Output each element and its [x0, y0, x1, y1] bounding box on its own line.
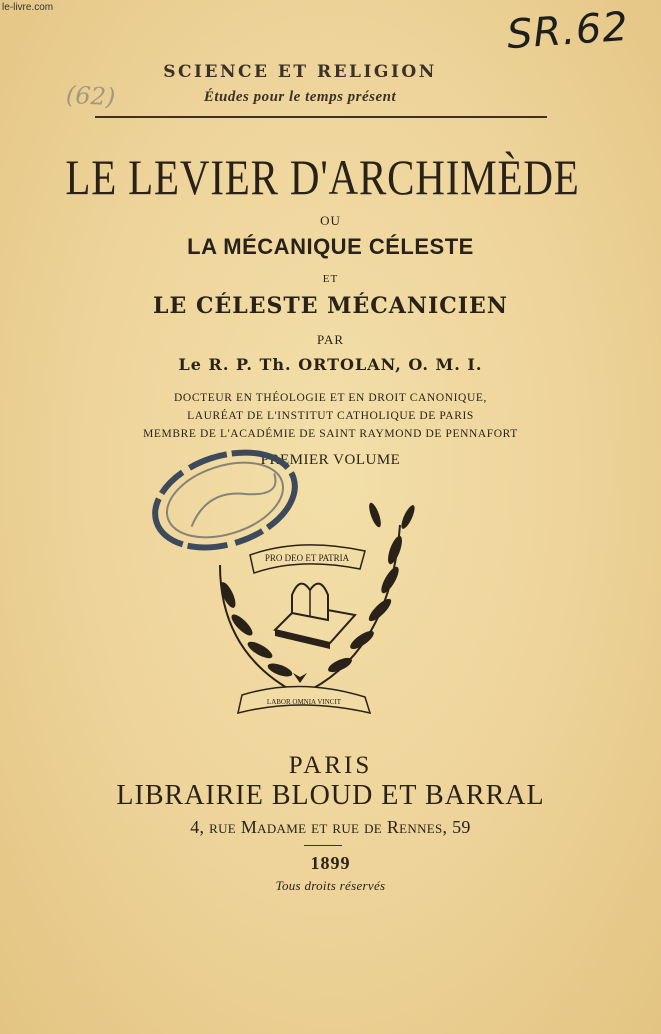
book-title: LE LEVIER D'ARCHIMÈDE: [65, 149, 580, 205]
imprint-year: 1899: [310, 853, 351, 873]
connector-ou: OU: [320, 213, 341, 228]
series-subtitle: Études pour le temps présent: [203, 89, 397, 105]
header-rule: [95, 116, 547, 118]
banner-ribbon: [250, 545, 365, 573]
by-line: PAR: [316, 332, 345, 347]
series-title: SCIENCE ET RELIGION: [163, 62, 437, 82]
subtitle-mecanique-celeste: LA MÉCANIQUE CÉLESTE: [187, 234, 474, 259]
publisher-emblem: [150, 445, 450, 735]
imprint-address: 4, rue Madame et rue de Rennes, 59: [190, 817, 471, 837]
subtitle-celeste-mecanicien: LE CÉLESTE MÉCANICIEN: [153, 293, 508, 319]
divider: [304, 845, 342, 846]
connector-et: ET: [322, 273, 339, 285]
author-credential: MEMBRE DE L'ACADÉMIE DE SAINT RAYMOND DE PENNAFORT: [143, 428, 518, 440]
pencil-annotation: (62): [65, 80, 116, 112]
author-name: Le R. P. Th. ORTOLAN, O. M. I.: [178, 355, 483, 374]
volume-label: PREMIER VOLUME: [260, 452, 401, 468]
open-book-icon: [275, 584, 355, 649]
imprint-city: PARIS: [288, 752, 373, 779]
author-credential: LAURÉAT DE L'INSTITUT CATHOLIQUE DE PARIS: [187, 410, 474, 422]
watermark: le-livre.com: [2, 2, 54, 13]
banner-text: PRO DEO ET PATRIA: [264, 553, 350, 563]
motto-text: LABOR OMNIA VINCIT: [266, 698, 342, 706]
handwritten-shelfmark: SR.62: [505, 3, 631, 59]
motto-ribbon: [238, 673, 370, 713]
imprint-publisher: LIBRAIRIE BLOUD ET BARRAL: [116, 780, 545, 811]
author-credential: DOCTEUR EN THÉOLOGIE ET EN DROIT CANONIQUE,: [174, 392, 487, 404]
rights-notice: Tous droits réservés: [275, 878, 386, 893]
